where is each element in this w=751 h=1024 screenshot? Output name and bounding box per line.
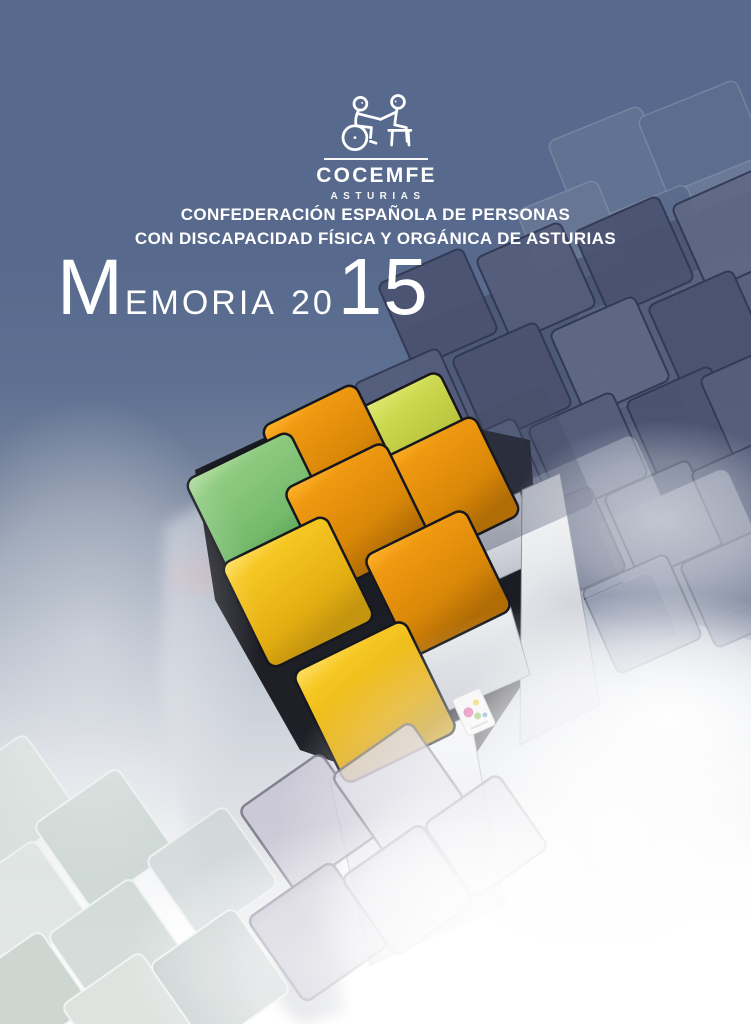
title-year-suffix: 15 xyxy=(337,242,429,331)
org-subtitle-line1: CONFEDERACIÓN ESPAÑOLA DE PERSONAS xyxy=(180,205,571,224)
title-initial: M xyxy=(57,242,123,331)
logo-subname: ASTURIAS xyxy=(330,191,426,202)
logo-name: COCEMFE xyxy=(316,164,437,187)
two-figures-handshake-icon xyxy=(330,90,422,156)
cocemfe-logo xyxy=(0,90,751,202)
org-subtitle-line2: CON DISCAPACIDAD FÍSICA Y ORGÁNICA DE ASTURIAS xyxy=(134,229,617,248)
title-year-prefix: 20 xyxy=(290,284,335,322)
title-word-rest: EMORIA xyxy=(124,284,277,322)
logo-divider xyxy=(324,158,428,160)
report-title xyxy=(57,242,429,331)
